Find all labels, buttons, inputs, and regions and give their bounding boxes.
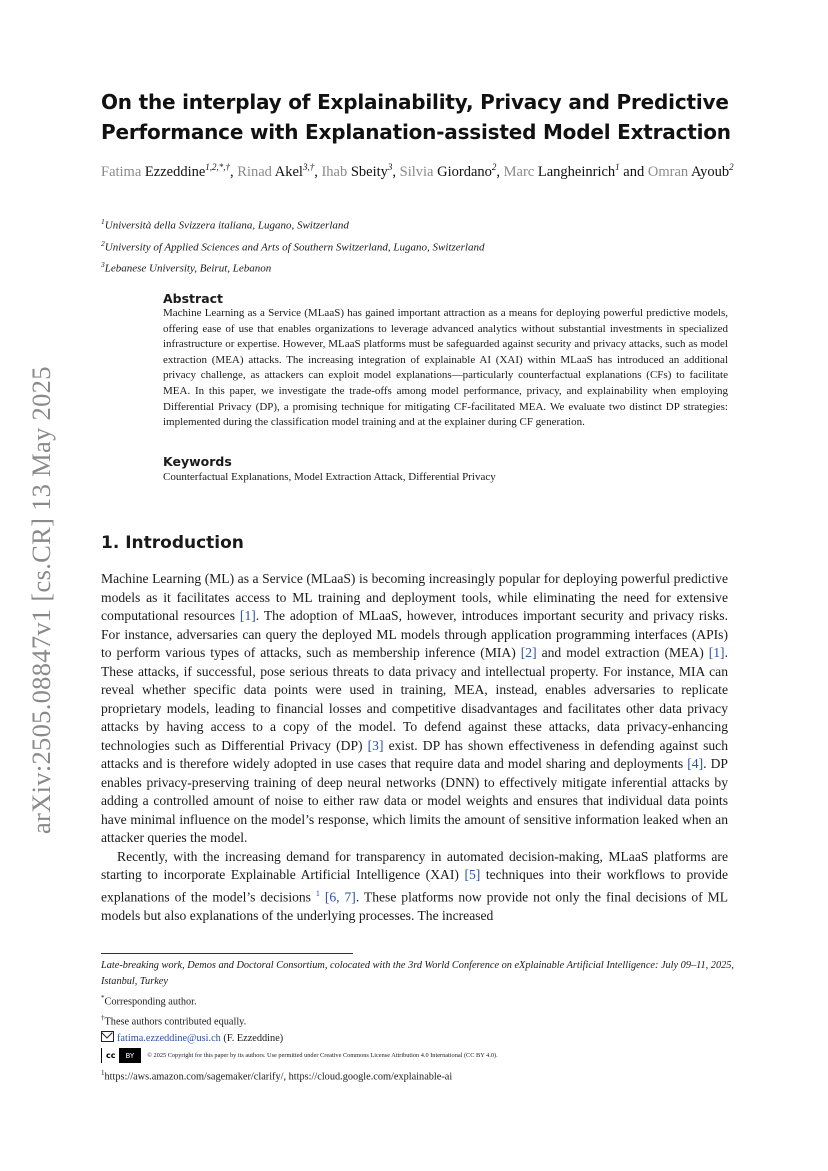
paper-title: On the interplay of Explainability, Privacy and Predictive Performance with Explanation-assisted Model Extraction (101, 90, 731, 144)
author-name (237, 164, 314, 180)
arxiv-stamp-text: arXiv:2505.08847v1 [cs.CR] 13 May 2025 (26, 366, 56, 834)
affiliation (101, 256, 741, 278)
corresponding-text: Corresponding author. (104, 996, 197, 1008)
author-last-name: Ezzeddine (144, 163, 206, 180)
text-run: Recently, with the increasing demand for transparency in automated decision-making, MLaaS platforms are starting to incorporate Explainable Artificial Intelligence (XAI) (101, 848, 728, 882)
copyright-text: © 2025 Copyright for this paper by its authors. Use permitted under Creative Commons License Attribution 4.0 International (CC BY 4.0). (147, 1051, 498, 1059)
citation-link[interactable]: [1] (708, 645, 725, 660)
text-run: . DP enables privacy-preserving training of deep neural networks (DNN) to effectively mitigate inferential attacks by adding a controlled amount of noise to either raw data or model weights and ensures that individual data points have minimal influence on the model’s response, which limits the amount of sensitive information leaked when an attacker queries the model. (101, 756, 728, 845)
author-first-name: Omran (647, 163, 689, 180)
text-run: . The adoption of MLaaS, however, introduces important security and privacy risks. For instance, adversaries can query the deployed ML models through application programming interfaces (APIs) to perform various types of attacks, such as membership inference (MIA) (101, 608, 728, 660)
citation-link[interactable]: [4] (687, 756, 704, 771)
affiliation-text: Lebanese University, Beirut, Lebanon (104, 262, 272, 275)
author-separator: , (496, 163, 504, 180)
text-run: . These attacks, if successful, pose serious threats to data privacy and intellectual property. For instance, MIA can reveal whether specific data points were used in training, MEA, instead, enables adversaries to replicate proprietary models, leading to financial losses and competitive disadvantages and facilitates other data privacy attacks by having access to a copy of the model. To defend against these attacks, data privacy-enhancing technologies such as Differential Privacy (DP) (101, 645, 728, 753)
author-first-name: Ihab (321, 163, 348, 180)
author-affiliation-mark: 1 (615, 162, 620, 172)
author-affiliation-mark: 2 (491, 162, 497, 172)
venue-note: Late-breaking work, Demos and Doctoral Consortium, colocated with the 3rd World Conference on eXplainable Artificial Intelligence: July 09–11, 2025, Istanbul, Turkey (101, 960, 734, 987)
citation-link[interactable]: [5] (464, 867, 481, 882)
cc-label: cc (102, 1048, 119, 1064)
footnote-mark[interactable]: 1 (315, 888, 320, 898)
abstract-text: Machine Learning as a Service (MLaaS) has gained important attraction as a means for deploying powerful predictive models, offering ease of use that enables organizations to leverage advanced analytics without substantial investments in specialized infrastructure or expertise. However, MLaaS platforms must be safeguarded against security and privacy attacks, such as model extraction (MEA) attacks. The increasing integration of explainable AI (XAI) within MLaaS has introduced an additional privacy challenge, as attackers can exploit model explanations—particularly counterfactual explanations (CFs) to facilitate MEA. In this paper, we investigate the trade-offs among model performance, privacy, and explainability when employing Differential Privacy (DP), a promising technique for mitigating CF-facilitated MEA. We evaluate two distinct DP strategies: implemented during the classification model training and at the explainer during CF generation. (163, 307, 728, 429)
author-last-name: Sbeity (350, 163, 388, 180)
license-row (101, 1047, 741, 1065)
url-text[interactable]: https://aws.amazon.com/sagemaker/clarify/, https://cloud.google.com/explainable-ai (104, 1071, 453, 1083)
footnotes (101, 958, 741, 1085)
email-note (101, 1031, 741, 1047)
text-run: and model extraction (MEA) (536, 645, 709, 660)
author-separator: , (392, 163, 400, 180)
author-name (504, 164, 620, 180)
mail-icon (101, 1031, 114, 1042)
author-affiliation-mark: 3 (387, 162, 393, 172)
equal-mark: † (101, 1014, 105, 1023)
author-name (648, 164, 734, 180)
author-first-name: Fatima (101, 163, 142, 180)
author-last-name: Giordano (437, 163, 492, 180)
author-name (321, 164, 392, 180)
author-separator: and (619, 163, 648, 180)
text-run: techniques into their workflows to provide explanations of the model’s decisions (101, 867, 729, 905)
email-owner: (F. Ezzeddine) (220, 1032, 284, 1044)
author-separator: , (314, 163, 322, 180)
affiliation-text: Università della Svizzera italiana, Lugano, Switzerland (104, 219, 349, 232)
affiliation-text: University of Applied Sciences and Arts of Southern Switzerland, Lugano, Switzerland (104, 241, 485, 254)
author-affiliation-mark: 2 (729, 162, 734, 172)
author-last-name: Akel (274, 163, 303, 180)
keywords-heading: Keywords (163, 454, 232, 469)
affiliation-mark: 3 (101, 260, 105, 270)
author-name (400, 164, 497, 180)
author-affiliation-mark: 1,2,*,† (205, 162, 231, 172)
abstract-heading: Abstract (163, 291, 224, 306)
affiliation-mark: 2 (101, 238, 105, 248)
author-affiliation-mark: 3,† (302, 162, 315, 172)
keywords-text: Counterfactual Explanations, Model Extraction Attack, Differential Privacy (163, 471, 496, 483)
text-run: . These platforms now provide not only the final decisions of ML models but also explanations of the underlying processes. The increased (101, 889, 729, 923)
corresponding-mark: * (101, 994, 105, 1002)
cc-by-badge-icon[interactable] (101, 1048, 141, 1063)
citation-link[interactable]: [6, 7] (324, 889, 356, 905)
equal-text: These authors contributed equally. (104, 1016, 247, 1028)
author-last-name: Langheinrich (537, 163, 616, 180)
affiliation-mark: 1 (101, 217, 105, 226)
citation-link[interactable]: [3] (367, 737, 384, 753)
email-link[interactable]: fatima.ezzeddine@usi.ch (117, 1032, 221, 1044)
body-text (101, 570, 728, 925)
corresponding-note (101, 990, 741, 1010)
text-run: Machine Learning (ML) as a Service (MLaaS) is becoming increasingly popular for deploying powerful predictive models as it facilitates access to ML training and deployment tools, while eliminating the need for extensive computational resources (101, 571, 728, 623)
author-first-name: Marc (503, 163, 535, 180)
affiliation-list (101, 213, 741, 278)
affiliation (101, 213, 741, 235)
citation-link[interactable]: [1] (239, 608, 256, 623)
author-first-name: Rinad (237, 163, 272, 180)
citation-link[interactable]: [2] (520, 645, 537, 660)
by-label: BY (125, 1051, 135, 1060)
equal-note (101, 1010, 741, 1030)
author-name (101, 164, 230, 180)
affiliation (101, 235, 741, 257)
url-mark: 1 (101, 1068, 105, 1077)
paragraph (101, 570, 728, 848)
arxiv-stamp (22, 340, 62, 840)
section-heading: 1. Introduction (101, 533, 244, 553)
author-list (101, 157, 741, 182)
url-note (101, 1065, 741, 1085)
paragraph (101, 848, 728, 926)
author-separator: , (230, 163, 238, 180)
author-last-name: Ayoub (690, 163, 730, 180)
author-first-name: Silvia (399, 163, 434, 180)
text-run: exist. DP has shown effectiveness in defending against such attacks and is therefore widely adopted in use cases that require data and model sharing and deployments (101, 737, 728, 771)
footnote-rule (101, 953, 353, 954)
